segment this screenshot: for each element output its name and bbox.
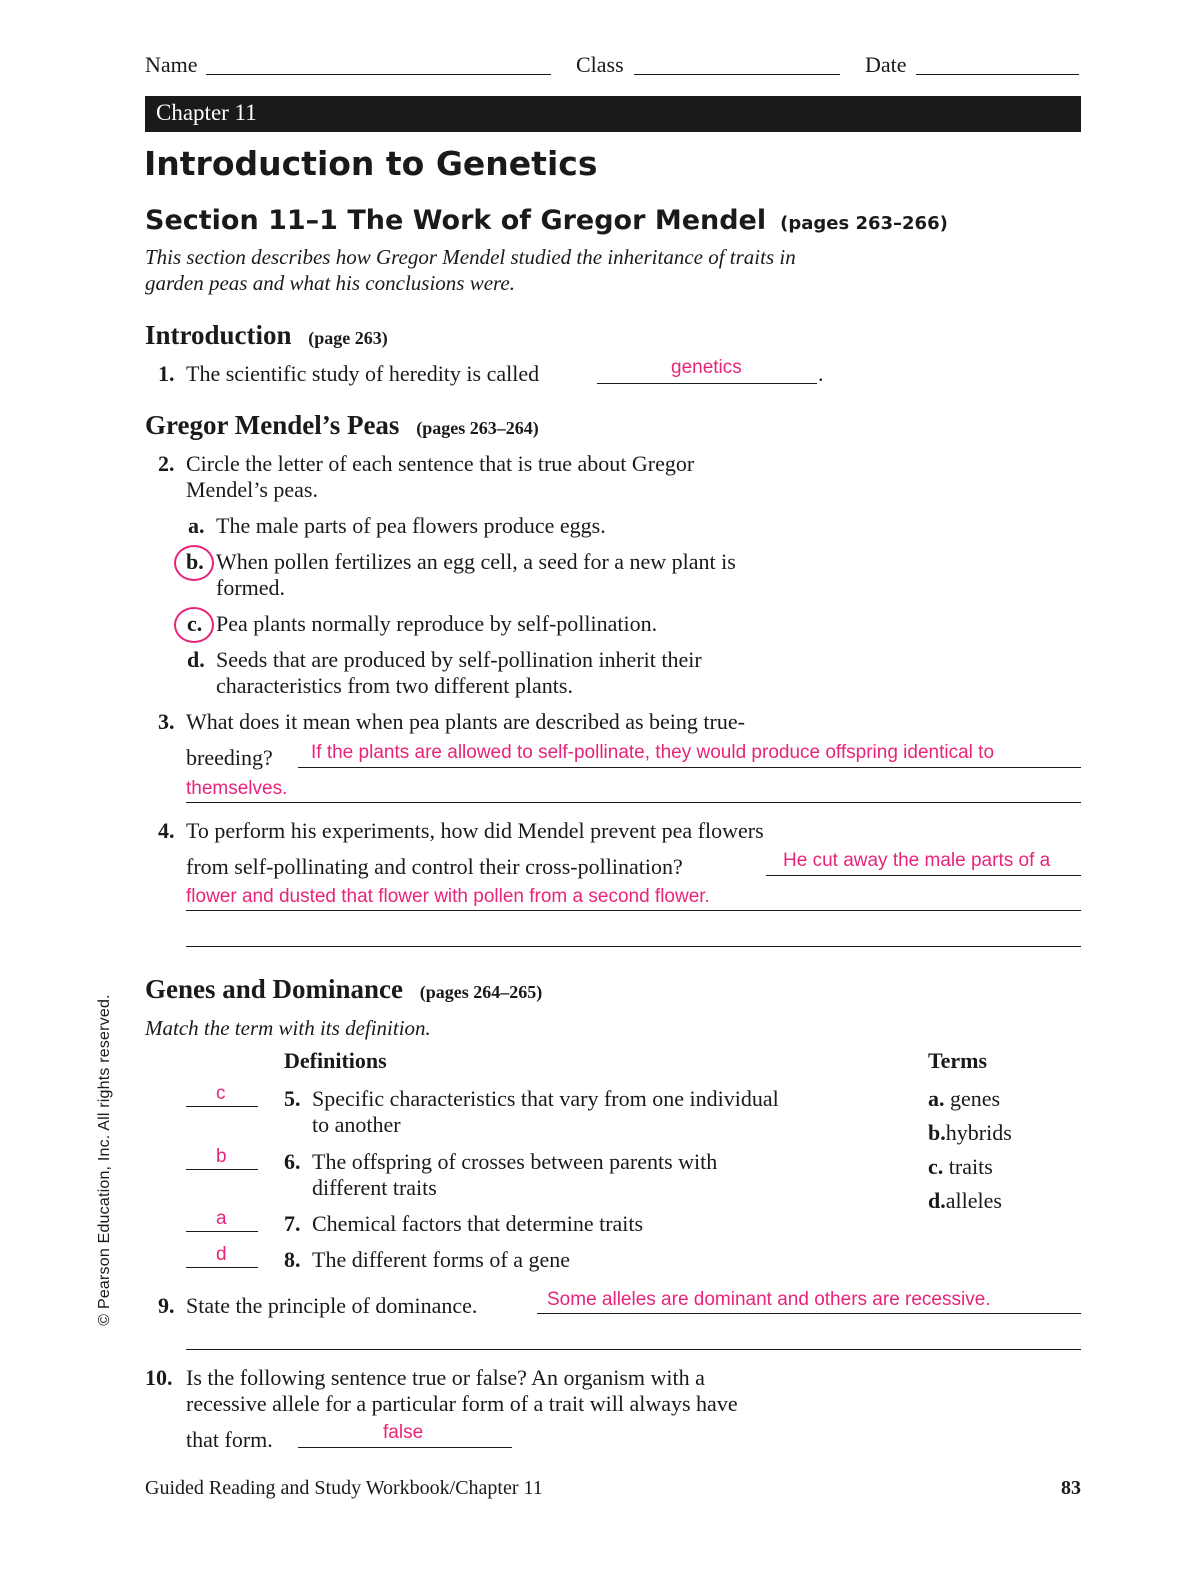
match-answer-line[interactable]: [186, 1169, 258, 1170]
q9-number: 9.: [158, 1293, 175, 1318]
definition-text: Chemical factors that determine traits: [312, 1211, 644, 1236]
term-text: hybrids: [945, 1120, 1012, 1145]
side-copyright: © Pearson Education, Inc. All rights reserved.: [96, 994, 113, 1326]
date-field-line[interactable]: [916, 74, 1079, 75]
option-text: formed.: [216, 575, 286, 600]
date-label: Date: [865, 52, 907, 77]
term-item: [928, 1154, 993, 1180]
terms-header: Terms: [928, 1048, 988, 1073]
q4-answer-line[interactable]: [766, 875, 1081, 876]
q3-number: 3.: [158, 709, 175, 734]
peas-heading-text: Gregor Mendel’s Peas: [145, 410, 400, 440]
q10-line2: recessive allele for a particular form of a trait will always have: [186, 1391, 738, 1416]
option-letter[interactable]: b.: [186, 549, 204, 574]
q1-text: The scientific study of heredity is called: [186, 361, 540, 386]
q1-answer-line[interactable]: [597, 383, 817, 384]
option-text: The male parts of pea flowers produce eggs.: [216, 513, 606, 538]
match-answer-line[interactable]: [186, 1231, 258, 1232]
q4-answer-line[interactable]: [186, 946, 1081, 947]
definition-text: to another: [312, 1112, 401, 1137]
section-heading: [145, 205, 948, 236]
q2-line1: Circle the letter of each sentence that is true about Gregor: [186, 451, 695, 476]
peas-pages: (pages 263–264): [416, 418, 539, 438]
peas-heading: [145, 410, 539, 441]
q1-answer: genetics: [671, 357, 742, 378]
q9-answer-line[interactable]: [186, 1349, 1081, 1350]
definition-text: Specific characteristics that vary from one individual: [312, 1086, 779, 1111]
section-description-line2: garden peas and what his conclusions were.: [145, 271, 516, 295]
q4-line1: To perform his experiments, how did Mendel prevent pea flowers: [186, 818, 764, 843]
intro-heading-text: Introduction: [145, 320, 292, 350]
dominance-heading-text: Genes and Dominance: [145, 974, 404, 1004]
class-label: Class: [576, 52, 624, 77]
q4-answer-line2: flower and dusted that flower with pollen from a second flower.: [186, 886, 710, 907]
term-letter: a.: [928, 1086, 945, 1111]
option-text: When pollen fertilizes an egg cell, a seed for a new plant is: [216, 549, 736, 574]
definition-number: 7.: [284, 1211, 301, 1236]
dominance-heading: [145, 974, 542, 1005]
match-answer: b: [216, 1146, 227, 1167]
name-label: Name: [145, 52, 198, 77]
match-answer-line[interactable]: [186, 1267, 258, 1268]
match-answer: d: [216, 1244, 227, 1265]
definition-number: 6.: [284, 1149, 301, 1174]
page-number: 83: [1061, 1477, 1081, 1499]
intro-heading: [145, 320, 388, 351]
chapter-bar: [145, 96, 1081, 132]
option-text: characteristics from two different plants.: [216, 673, 573, 698]
q4-answer-line1: He cut away the male parts of a: [783, 850, 1051, 871]
q3-answer-line1: If the plants are allowed to self-pollinate, they would produce offspring identical to: [311, 742, 995, 763]
intro-pages: (page 263): [308, 328, 388, 348]
class-field-line[interactable]: [634, 74, 840, 75]
q2-number: 2.: [158, 451, 175, 476]
q1-number: 1.: [158, 361, 175, 386]
q10-line1: Is the following sentence true or false? An organism with a: [186, 1365, 705, 1390]
definition-text: The different forms of a gene: [312, 1247, 570, 1272]
term-text: traits: [948, 1154, 993, 1179]
q9-answer: Some alleles are dominant and others are recessive.: [547, 1289, 991, 1310]
q10-answer: false: [383, 1422, 424, 1443]
q2-line2: Mendel’s peas.: [186, 477, 318, 502]
option-letter: a.: [188, 513, 205, 538]
q4-line2: from self-pollinating and control their cross-pollination?: [186, 854, 683, 879]
q10-answer-line[interactable]: [298, 1447, 512, 1448]
section-description-line1: This section describes how Gregor Mendel studied the inheritance of traits in: [145, 245, 796, 269]
section-heading-text: Section 11–1 The Work of Gregor Mendel: [145, 205, 767, 236]
q3-answer-line2: themselves.: [186, 778, 288, 799]
term-text: genes: [950, 1086, 1001, 1111]
term-letter: b.: [928, 1120, 946, 1145]
match-answer: a: [216, 1208, 227, 1229]
q9-text: State the principle of dominance.: [186, 1293, 478, 1318]
q10-number: 10.: [145, 1365, 173, 1390]
q1-period: .: [818, 361, 824, 386]
page-title: Introduction to Genetics: [144, 144, 598, 183]
definition-text: different traits: [312, 1175, 437, 1200]
definitions-header: Definitions: [284, 1048, 387, 1073]
q3-answer-line[interactable]: [298, 767, 1081, 768]
match-answer: c: [216, 1083, 226, 1104]
term-letter: d.: [928, 1188, 946, 1213]
term-letter: c.: [928, 1154, 944, 1179]
chapter-label: Chapter 11: [156, 100, 257, 125]
option-letter[interactable]: c.: [187, 611, 203, 636]
option-text: Seeds that are produced by self-pollination inherit their: [216, 647, 702, 672]
match-answer-line[interactable]: [186, 1106, 258, 1107]
q3-answer-line[interactable]: [186, 802, 1081, 803]
definition-text: The offspring of crosses between parents with: [312, 1149, 718, 1174]
term-item: [928, 1188, 1002, 1214]
q10-line3: that form.: [186, 1427, 273, 1452]
name-field-line[interactable]: [206, 74, 551, 75]
definition-number: 8.: [284, 1247, 301, 1272]
match-instruction: Match the term with its definition.: [145, 1016, 431, 1040]
dominance-pages: (pages 264–265): [419, 982, 543, 1002]
option-letter: d.: [187, 647, 205, 672]
term-text: alleles: [945, 1188, 1002, 1213]
option-text: Pea plants normally reproduce by self-pollination.: [216, 611, 658, 636]
q3-line1: What does it mean when pea plants are described as being true-: [186, 709, 745, 734]
q4-answer-line[interactable]: [186, 910, 1081, 911]
term-item: [928, 1086, 1000, 1112]
footer-title: Guided Reading and Study Workbook/Chapter 11: [145, 1477, 543, 1499]
definition-number: 5.: [284, 1086, 301, 1111]
q9-answer-line[interactable]: [537, 1313, 1081, 1314]
q3-line2: breeding?: [186, 745, 273, 770]
q4-number: 4.: [158, 818, 175, 843]
section-pages: (pages 263–266): [780, 213, 948, 234]
term-item: [928, 1120, 1012, 1146]
